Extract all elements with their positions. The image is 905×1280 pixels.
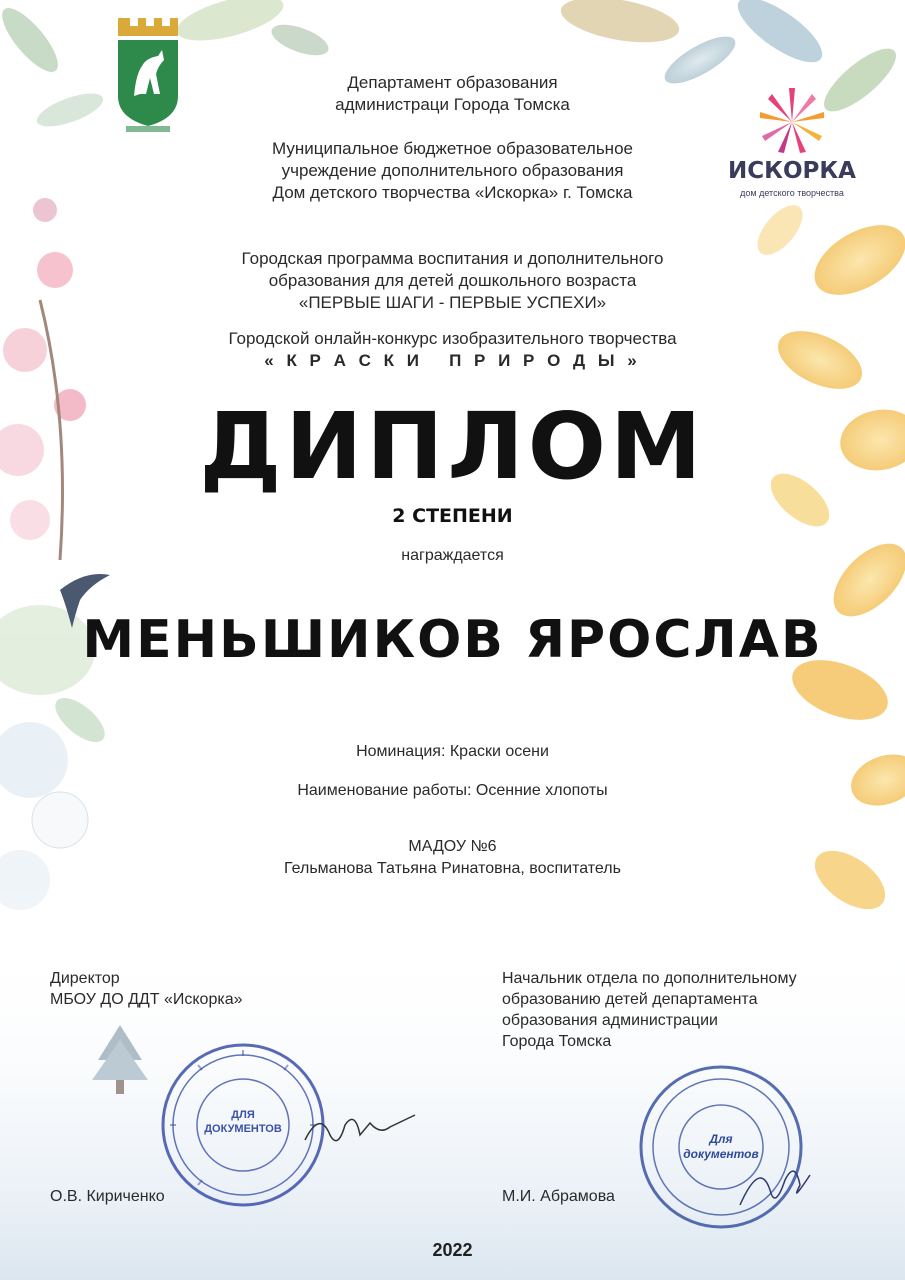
institution-line-1: Муниципальное бюджетное образовательное <box>272 139 633 158</box>
right-signatory-name: М.И. Абрамова <box>502 1188 615 1205</box>
work-title: Наименование работы: Осенние хлопоты <box>297 782 608 799</box>
year: 2022 <box>432 1240 473 1260</box>
nomination: Номинация: Краски осени <box>356 743 549 760</box>
department-line-2: администраци Города Томска <box>335 95 570 114</box>
logo-tagline: дом детского творчества <box>740 188 844 198</box>
institution-line-3: Дом детского творчества «Искорка» г. Томска <box>272 183 633 202</box>
left-signature <box>300 1105 420 1155</box>
organization: МАДОУ №6 <box>408 838 497 855</box>
diploma-degree: 2 СТЕПЕНИ <box>392 505 513 527</box>
right-signatory-role-4: Города Томска <box>502 1033 612 1050</box>
right-stamp-text: Для документов <box>683 1132 759 1161</box>
program-line-1: Городская программа воспитания и дополнительного <box>241 249 664 268</box>
program-line-2: образования для детей дошкольного возраста <box>268 271 637 290</box>
contest-line-1: Городской онлайн-конкурс изобразительного творчества <box>228 329 677 348</box>
institution-line-2: учреждение дополнительного образования <box>281 161 624 180</box>
teacher: Гельманова Татьяна Ринатовна, воспитатель <box>284 860 621 877</box>
diploma-title: ДИПЛОМ <box>199 393 706 500</box>
logo-brand: ИСКОРКА <box>728 158 856 184</box>
right-signature <box>730 1150 820 1220</box>
left-signatory-role-1: Директор <box>50 970 120 987</box>
department-line-1: Департамент образования <box>347 73 558 92</box>
contest-title: « К Р А С К И П Р И Р О Д Ы » <box>264 351 641 370</box>
recipient-name: МЕНЬШИКОВ ЯРОСЛАВ <box>82 610 823 670</box>
right-signatory-role-1: Начальник отдела по дополнительному <box>502 970 797 987</box>
right-signatory-role-3: образования администрации <box>502 1012 718 1029</box>
left-signatory-name: О.В. Кириченко <box>50 1188 165 1205</box>
left-signatory-role-2: МБОУ ДО ДДТ «Искорка» <box>50 991 243 1008</box>
program-line-3: «ПЕРВЫЕ ШАГИ - ПЕРВЫЕ УСПЕХИ» <box>298 293 607 312</box>
awarded-label: награждается <box>401 547 504 564</box>
right-signatory-role-2: образованию детей департамента <box>502 991 758 1008</box>
left-stamp-text: ДЛЯ ДОКУМЕНТОВ <box>204 1109 282 1135</box>
